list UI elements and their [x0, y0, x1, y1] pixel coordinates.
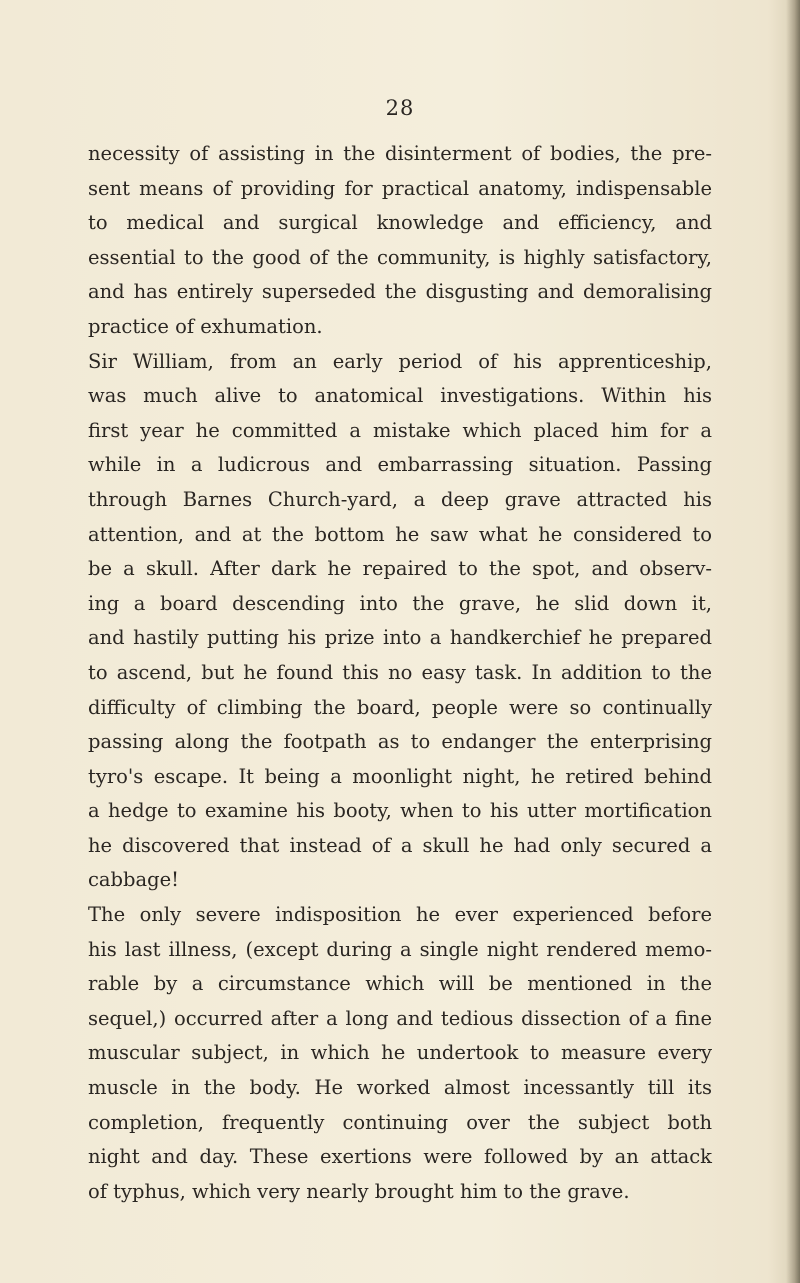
body-text [88, 137, 712, 1209]
text-line: to medical and surgical knowledge and efficiency, and [88, 211, 712, 235]
text-line: Sir William, from an early period of his apprenticeship, [88, 349, 712, 373]
text-line: and has entirely superseded the disgusting and demoralising [88, 280, 712, 304]
text-line: his last illness, (except during a single night rendered memo- [88, 937, 712, 961]
text-line: cabbage! [88, 868, 179, 892]
text-line: The only severe indisposition he ever experienced before [88, 903, 712, 927]
text-line: sent means of providing for practical anatomy, indispensable [88, 176, 712, 200]
text-line: night and day. These exertions were followed by an attack [88, 1145, 712, 1169]
text-line: ing a board descending into the grave, he slid down it, [88, 591, 712, 615]
text-line: while in a ludicrous and embarrassing situation. Passing [88, 453, 712, 477]
text-line: tyro's escape. It being a moonlight night, he retired behind [88, 764, 712, 788]
text-line: he discovered that instead of a skull he had only secured a [88, 833, 712, 857]
page-edge-shadow [786, 0, 800, 1283]
text-line: sequel,) occurred after a long and tedious dissection of a fine [88, 1006, 712, 1030]
text-line: completion, frequently continuing over the subject both [88, 1110, 712, 1134]
text-line: muscle in the body. He worked almost incessantly till its [88, 1076, 712, 1100]
text-line: essential to the good of the community, is highly satisfactory, [88, 245, 712, 269]
text-line: of typhus, which very nearly brought him to the grave. [88, 1179, 630, 1203]
text-line: a hedge to examine his booty, when to his utter mortification [88, 799, 712, 823]
text-line: necessity of assisting in the disinterment of bodies, the pre- [88, 142, 712, 165]
text-line: through Barnes Church-yard, a deep grave attracted his [88, 487, 712, 511]
text-line: muscular subject, in which he undertook to measure every [88, 1041, 712, 1065]
text-line: be a skull. After dark he repaired to the spot, and observ- [88, 557, 712, 581]
page-number: 28 [385, 96, 415, 120]
text-line: and hastily putting his prize into a handkerchief he prepared [88, 626, 712, 650]
text-line: practice of exhumation. [88, 314, 323, 338]
text-line: rable by a circumstance which will be mentioned in the [88, 972, 712, 996]
text-line: to ascend, but he found this no easy task. In addition to the [88, 660, 712, 684]
text-line: first year he committed a mistake which placed him for a [88, 418, 712, 442]
text-line: difficulty of climbing the board, people were so continually [88, 695, 712, 719]
text-line: was much alive to anatomical investigations. Within his [88, 384, 712, 408]
text-line: attention, and at the bottom he saw what he considered to [88, 522, 712, 546]
text-line: passing along the footpath as to endanger the enterprising [88, 730, 712, 754]
